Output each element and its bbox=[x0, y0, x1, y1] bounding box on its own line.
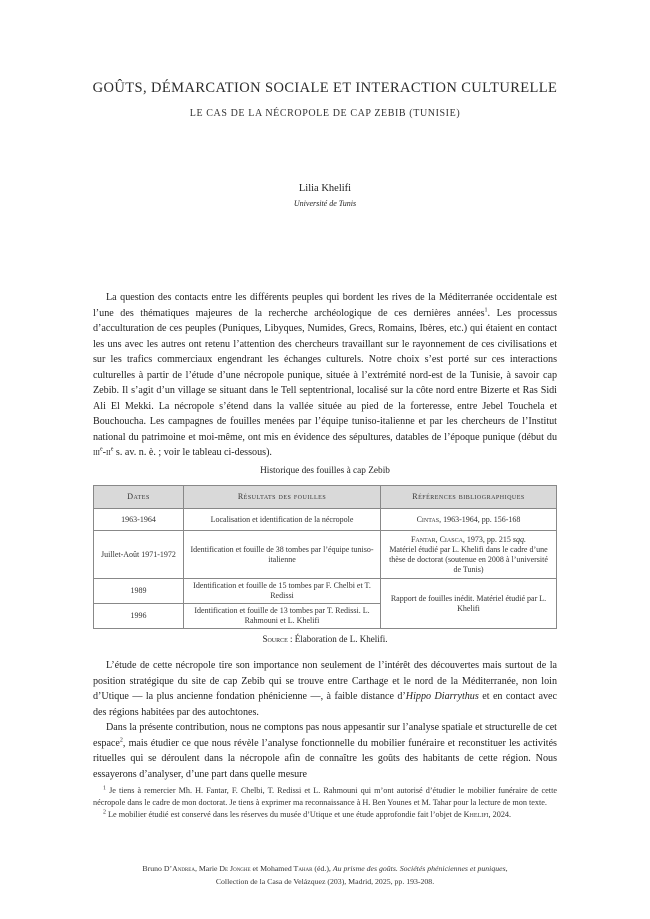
footer-line-1: Bruno D’Andrea, Marie De Jonghe et Mohamed Tahar (éd.), Au prisme des goûts. Sociétés phéniciennes et puniques, bbox=[142, 864, 508, 873]
table-caption: Historique des fouilles à cap Zebib bbox=[260, 466, 390, 476]
author-name: Lilia Khelifi bbox=[298, 183, 352, 194]
cell-date: 1996 bbox=[94, 604, 184, 629]
footnote-2: $^2$ Le mobilier étudié est conservé dans les réserves du musée d’Utique et une étude approfondie fait l’objet de Khelifi, 2024. bbox=[103, 809, 512, 819]
table-source: Source : Élaboration de L. Khelifi. bbox=[262, 634, 388, 644]
cell-result: Identification et fouille de 15 tombes par F. Chelbi et T. Redissi bbox=[184, 579, 381, 604]
excavation-history-table bbox=[93, 485, 557, 629]
column-header-results: Résultats des fouilles bbox=[184, 486, 381, 509]
cell-result: Localisation et identification de la nécropole bbox=[184, 509, 381, 531]
cell-reference-merged: Rapport de fouilles inédit. Matériel étudié par L. Khelifi bbox=[381, 579, 557, 629]
paragraph: L’étude de cette nécropole tire son importance non seulement de l’intérêt des découvertes mais surtout de la position stratégique du site de cap Zebib qui se trouve entre Carthage et le nord de la Méditerranée, non loin d’Utique — la plus ancienne fondation phénicienne —, à faible distance d’Hippo Diarrythus et en contact avec des régions habitées par des autochtones. bbox=[93, 660, 557, 718]
cell-result: Identification et fouille de 13 tombes par T. Redissi. L. Rahmouni et L. Khelifi bbox=[184, 604, 381, 629]
page-footer-citation bbox=[0, 862, 650, 888]
footnote-ref-1[interactable]: 1 bbox=[484, 307, 488, 314]
cell-reference: Cintas, 1963-1964, pp. 156-168 bbox=[381, 509, 557, 531]
footnotes bbox=[93, 785, 557, 821]
cell-date: 1963-1964 bbox=[94, 509, 184, 531]
author-affiliation: Université de Tunis bbox=[293, 199, 357, 208]
footnote-1: $^1$ Je tiens à remercier Mh. H. Fantar, F. Chelbi, T. Redissi et L. Rahmouni qui m’ont autorisé d’étudier le mobilier funéraire de cette nécropole dans le cadre de mon doctorat. Je tiens à exprimer ma reconnaissance à H. Ben Younes et M. Tahar pour la lecture de mon texte. bbox=[93, 785, 557, 807]
table-header-row bbox=[94, 486, 557, 509]
cell-result: Identification et fouille de 38 tombes par l’équipe tuniso-italienne bbox=[184, 531, 381, 579]
intro-paragraphs bbox=[93, 290, 557, 461]
cell-date: Juillet-Août 1971-1972 bbox=[94, 531, 184, 579]
column-header-references: Références bibliographiques bbox=[381, 486, 557, 509]
paragraph-intro: La question des contacts entre les différents peuples qui bordent les rives de la Méditerranée occidentale est l’une des thématiques majeures de la recherche archéologique de ces dernières années$^1$. Les processus d’acculturation de ces peuples (Puniques, Libyques, Numides, Grecs, Romains, Ibères, etc.) qui étaient en contact les uns avec les autres ont retenu l’attention des chercheurs travaillant sur le rayonnement de ces civilisations et sur les trafics commerciaux engendrant les échanges culturels. Notre choix s’est porté sur ces interactions culturelles à partir de l’étude d’une nécropole punique, située à l’extrémité nord-est de la Tunisie, à savoir cap Zebib. Il s’agit d’un village se situant dans le Tell septentrional, localisé sur la côte nord entre Bizerte et Ras Sidi Ali El Mekki. La nécropole s’étend dans la vallée située au pied de la forteresse, entre Jebel Touchela et Bouchoucha. Les campagnes de fouilles menées par l’équipe tuniso-italienne et par les chercheurs de l’Institut national du patrimoine et moi-même, ont mis en évidence des sépultures, datables de l’époque punique (début du $iii^e-ii^e$ s. av. n. è. ; voir le tableau ci-dessous). bbox=[93, 292, 557, 458]
article-title: GOÛTS, DÉMARCATION SOCIALE ET INTERACTION CULTURELLE bbox=[92, 80, 558, 96]
table-row bbox=[94, 579, 557, 604]
body-paragraphs bbox=[93, 658, 557, 782]
footer-line-2: Collection de la Casa de Velázquez (203), Madrid, 2025, pp. 193-208. bbox=[215, 877, 435, 886]
table-row bbox=[94, 531, 557, 579]
cell-date: 1989 bbox=[94, 579, 184, 604]
article-subtitle: LE CAS DE LA NÉCROPOLE DE CAP ZEBIB (TUNISIE) bbox=[189, 108, 461, 119]
paragraph: Dans la présente contribution, nous ne comptons pas nous appesantir sur l’analyse spatiale et structurelle de cet espace$^2$, mais étudier ce que nous révèle l’analyse fonctionnelle du mobilier funéraire et reconstituer les activités rituelles qui se déroulent dans la nécropole afin de connaître les goûts des habitants de cette région. Nous essayerons d’analyser, d’une part dans quelle mesure bbox=[93, 722, 557, 780]
table-row bbox=[94, 509, 557, 531]
footnote-ref-2[interactable]: 2 bbox=[119, 737, 123, 744]
column-header-dates: Dates bbox=[94, 486, 184, 509]
cell-reference: Fantar, Ciasca, 1973, pp. 215 sqq. Matériel étudié par L. Khelifi dans le cadre d’une thèse de doctorat (soutenue en 2008 à l’université de Tunis) bbox=[381, 531, 557, 579]
